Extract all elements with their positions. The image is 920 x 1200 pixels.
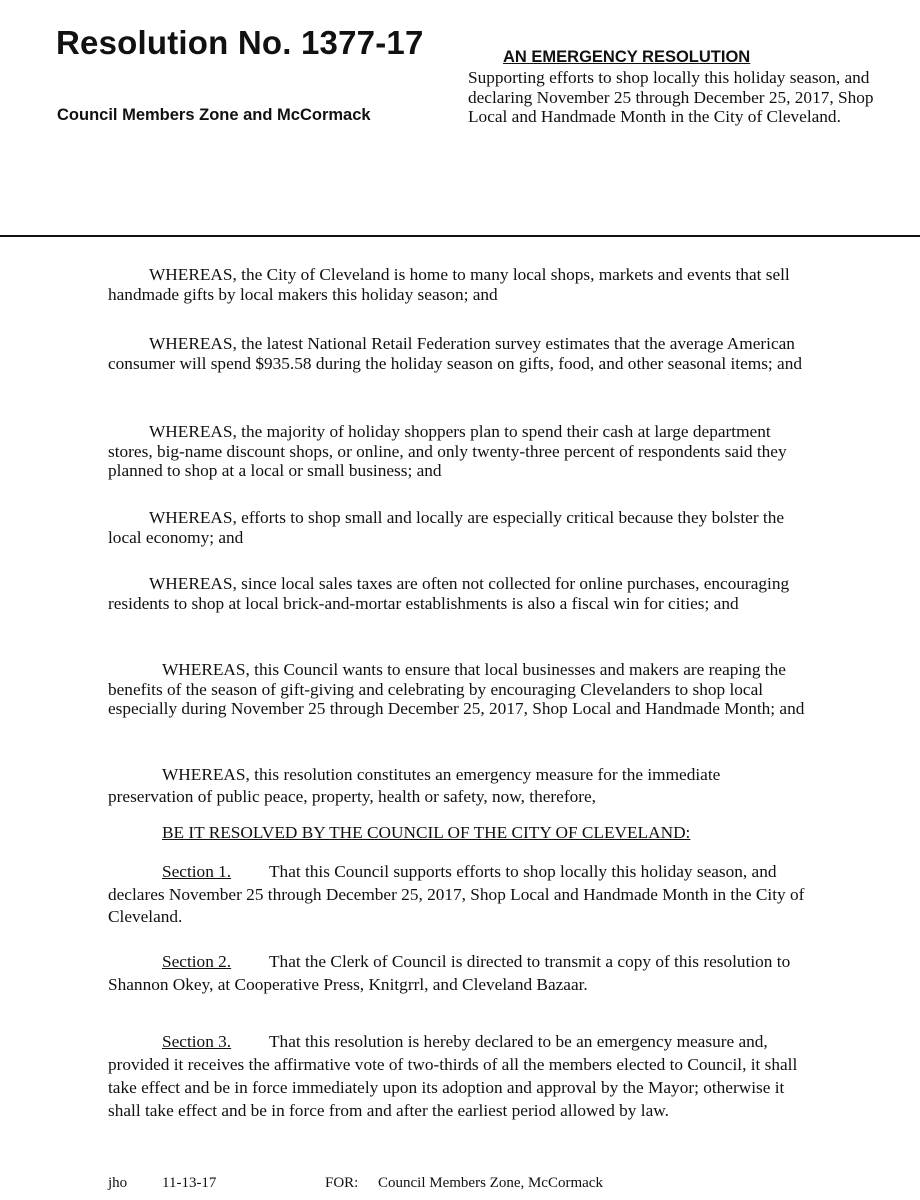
whereas-text: WHEREAS, the latest National Retail Federation survey estimates that the average American consumer will spend $935.58 during the holiday season on gifts, food, and other seasonal items; and (108, 334, 803, 373)
whereas-clause-2 (108, 334, 808, 373)
whereas-clause-3 (108, 422, 808, 481)
whereas-text: WHEREAS, this Council wants to ensure that local businesses and makers are reaping the benefits of the season of gift-giving and celebrating by encouraging Clevelanders to shop local especially during November 25 through December 25, 2017, Shop Local and Handmade Month; and (108, 660, 805, 718)
whereas-clause-5 (108, 574, 808, 613)
section-2 (108, 951, 808, 996)
whereas-clause-4 (108, 508, 808, 547)
footer-initials: jho (108, 1175, 128, 1191)
section-text: That this resolution is hereby declared to be an emergency measure and, provided it receives the affirmative vote of two-thirds of all the members elected to Council, it shall take effect and be in force immediately upon its adoption and approval by the Mayor; otherwise it shall take effect and be in force from and after the earliest period allowed by law. (108, 1032, 798, 1120)
section-1 (108, 861, 808, 929)
sponsors-line: Council Members Zone and McCormack (57, 106, 371, 124)
resolution-type-heading: AN EMERGENCY RESOLUTION (503, 48, 751, 66)
whereas-text: WHEREAS, the majority of holiday shoppers plan to spend their cash at large department stores, big-name discount shops, or online, and only twenty-three percent of respondents said they planned to shop at a local or small business; and (108, 422, 787, 480)
whereas-text: WHEREAS, this resolution constitutes an emergency measure for the immediate preservation of public peace, property, health or safety, now, therefore, (108, 765, 721, 806)
resolved-clause: BE IT RESOLVED BY THE COUNCIL OF THE CITY OF CLEVELAND: (162, 823, 691, 842)
whereas-text: WHEREAS, the City of Cleveland is home to many local shops, markets and events that sell handmade gifts by local makers this holiday season; and (108, 265, 790, 304)
whereas-text: WHEREAS, since local sales taxes are often not collected for online purchases, encouraging residents to shop at local brick-and-mortar establishments is also a fiscal win for cities; and (108, 574, 790, 613)
section-3 (108, 1030, 808, 1122)
resolution-synopsis: Supporting efforts to shop locally this holiday season, and declaring November 25 through December 25, 2017, Shop Local and Handmade Month in the City of Cleveland. (468, 68, 874, 126)
section-label: Section 3. (162, 1032, 232, 1051)
whereas-clause-7 (108, 764, 808, 808)
footer-for-value: Council Members Zone, McCormack (378, 1175, 603, 1191)
header-divider (0, 235, 920, 237)
resolution-number: Resolution No. 1377-17 (56, 24, 424, 61)
section-text: That the Clerk of Council is directed to transmit a copy of this resolution to Shannon Okey, at Cooperative Press, Knitgrrl, and Cleveland Bazaar. (108, 952, 791, 994)
whereas-clause-1 (108, 265, 808, 304)
footer-for-label: FOR: (325, 1175, 359, 1191)
section-label: Section 1. (162, 862, 232, 881)
section-label: Section 2. (162, 952, 232, 971)
whereas-clause-6 (108, 660, 808, 719)
footer-date: 11-13-17 (162, 1175, 217, 1191)
section-text: That this Council supports efforts to shop locally this holiday season, and declares November 25 through December 25, 2017, Shop Local and Handmade Month in the City of Cleveland. (108, 862, 805, 926)
whereas-text: WHEREAS, efforts to shop small and locally are especially critical because they bolster the local economy; and (108, 508, 785, 547)
